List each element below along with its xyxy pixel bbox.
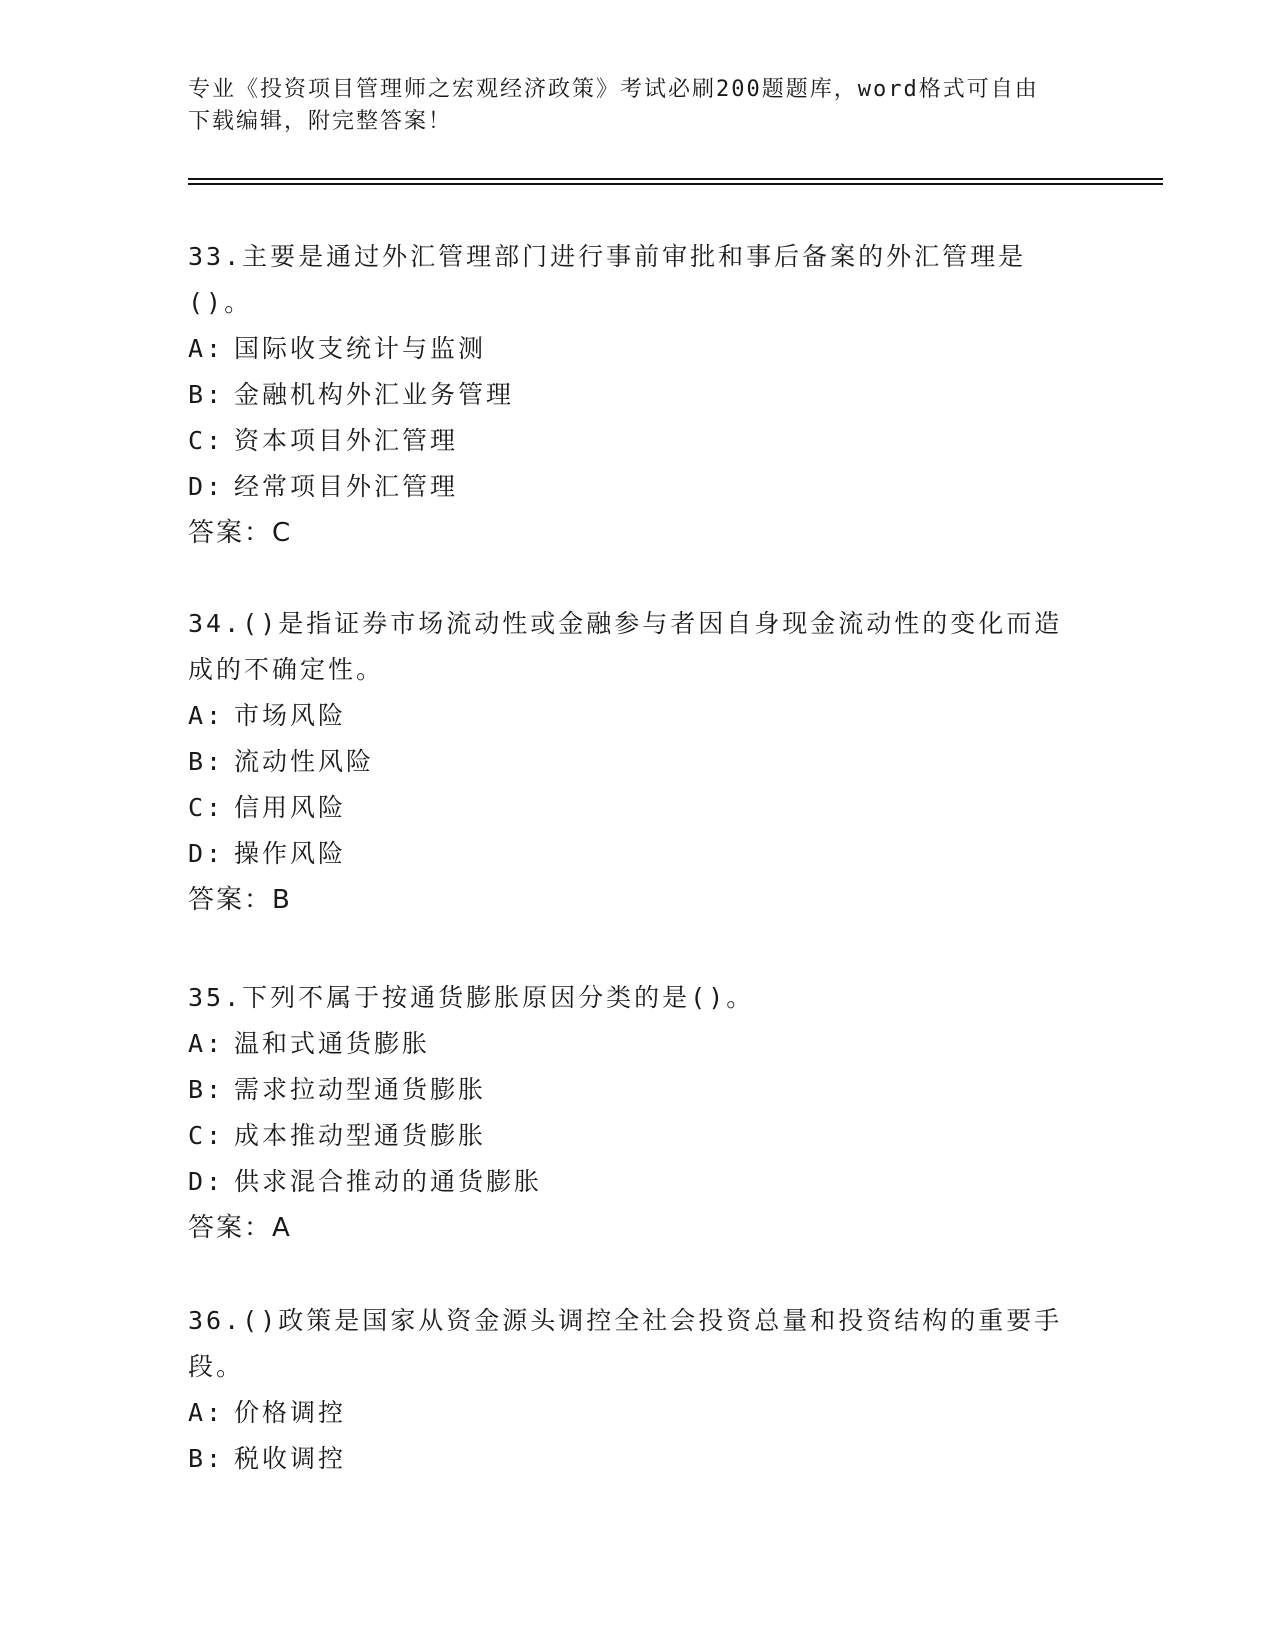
option-text: 供求混合推动的通货膨胀 bbox=[234, 1167, 543, 1196]
option-text: 国际收支统计与监测 bbox=[234, 334, 487, 363]
question-stem: 33.主要是通过外汇管理部门进行事前审批和事后备案的外汇管理是()。 bbox=[188, 242, 1027, 317]
option-key: B: bbox=[188, 380, 225, 409]
option-key: B: bbox=[188, 747, 225, 776]
option-text: 经常项目外汇管理 bbox=[234, 472, 459, 501]
option-key: B: bbox=[188, 1075, 225, 1104]
option-text: 流动性风险 bbox=[234, 747, 375, 776]
option-text: 金融机构外汇业务管理 bbox=[234, 380, 515, 409]
header-divider-bottom bbox=[188, 183, 1163, 185]
option-text: 资本项目外汇管理 bbox=[234, 426, 459, 455]
question-stem: 34.()是指证券市场流动性或金融参与者因自身现金流动性的变化而造成的不确定性。 bbox=[188, 609, 1063, 684]
option-key: B: bbox=[188, 1444, 225, 1473]
option-text: 温和式通货膨胀 bbox=[234, 1029, 431, 1058]
option-b bbox=[188, 1436, 1088, 1482]
option-key: C: bbox=[188, 426, 225, 455]
option-c bbox=[188, 418, 1088, 464]
option-a bbox=[188, 693, 1088, 739]
option-text: 需求拉动型通货膨胀 bbox=[234, 1075, 487, 1104]
option-d bbox=[188, 464, 1088, 510]
option-key: A: bbox=[188, 334, 225, 363]
header-divider-top bbox=[188, 178, 1163, 180]
option-b bbox=[188, 372, 1088, 418]
question-stem: 35.下列不属于按通货膨胀原因分类的是()。 bbox=[188, 983, 755, 1012]
option-b bbox=[188, 1067, 1088, 1113]
question-33 bbox=[188, 234, 1088, 556]
option-key: D: bbox=[188, 472, 225, 501]
option-text: 操作风险 bbox=[234, 839, 347, 868]
option-key: D: bbox=[188, 1167, 225, 1196]
option-a bbox=[188, 1021, 1088, 1067]
option-text: 成本推动型通货膨胀 bbox=[234, 1121, 487, 1150]
answer: 答案：C bbox=[188, 518, 293, 548]
option-d bbox=[188, 1159, 1088, 1205]
option-key: C: bbox=[188, 793, 225, 822]
option-text: 价格调控 bbox=[234, 1398, 347, 1427]
option-key: C: bbox=[188, 1121, 225, 1150]
option-c bbox=[188, 785, 1088, 831]
option-key: A: bbox=[188, 1398, 225, 1427]
option-c bbox=[188, 1113, 1088, 1159]
option-d bbox=[188, 831, 1088, 877]
question-36 bbox=[188, 1298, 1088, 1482]
header-line-1: 专业《投资项目管理师之宏观经济政策》考试必刷200题题库，word格式可自由 bbox=[188, 77, 1039, 102]
option-b bbox=[188, 739, 1088, 785]
option-a bbox=[188, 1390, 1088, 1436]
option-key: D: bbox=[188, 839, 225, 868]
question-stem: 36.()政策是国家从资金源头调控全社会投资总量和投资结构的重要手段。 bbox=[188, 1306, 1063, 1381]
option-key: A: bbox=[188, 1029, 225, 1058]
answer: 答案：A bbox=[188, 1213, 292, 1243]
header-line-2: 下载编辑，附完整答案！ bbox=[188, 109, 453, 134]
option-a bbox=[188, 326, 1088, 372]
option-text: 市场风险 bbox=[234, 701, 347, 730]
answer: 答案：B bbox=[188, 885, 292, 915]
option-text: 税收调控 bbox=[234, 1444, 347, 1473]
question-35 bbox=[188, 975, 1088, 1251]
option-text: 信用风险 bbox=[234, 793, 347, 822]
question-34 bbox=[188, 601, 1088, 923]
document-header bbox=[188, 74, 1068, 138]
option-key: A: bbox=[188, 701, 225, 730]
